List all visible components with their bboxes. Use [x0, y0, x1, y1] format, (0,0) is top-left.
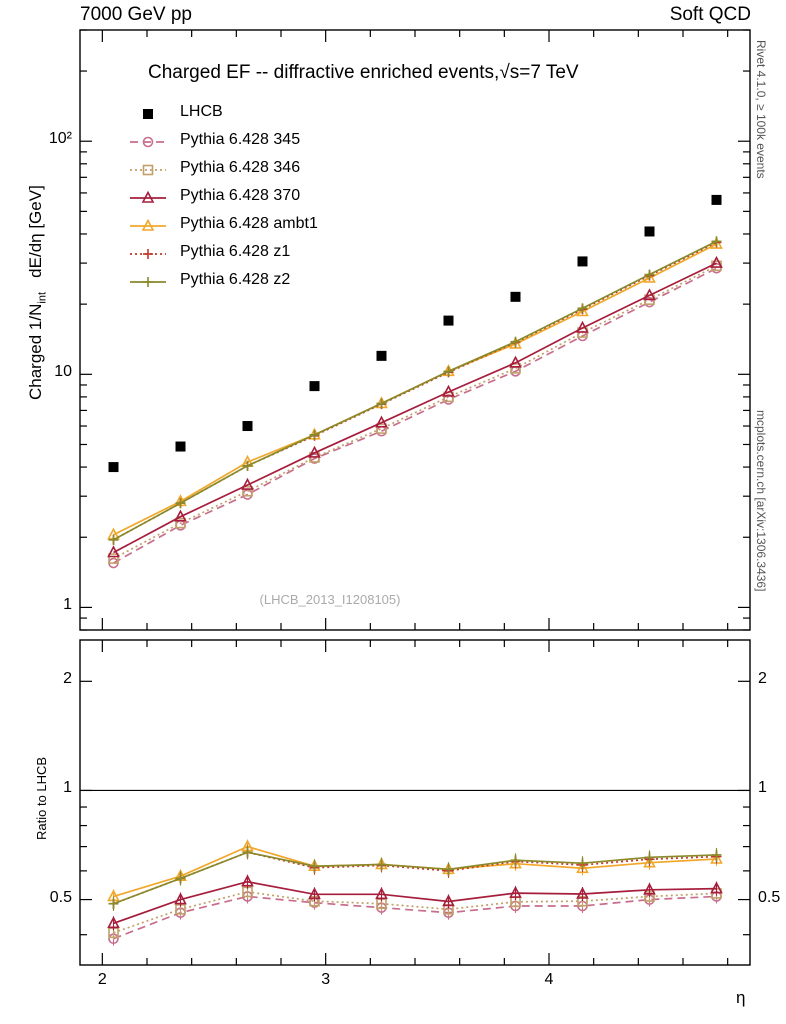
- watermark-label: (LHCB_2013_I1208105): [259, 592, 401, 607]
- ratio-ytick-right-2: 2: [758, 670, 767, 688]
- legend-label-1: Pythia 6.428 345: [180, 131, 301, 148]
- legend-label-4: Pythia 6.428 ambt1: [180, 215, 318, 232]
- legend-label-0: LHCB: [180, 103, 223, 120]
- legend-item-5[interactable]: [130, 249, 166, 259]
- legend-label-6: Pythia 6.428 z2: [180, 271, 291, 288]
- main-ylabel-part2: dE/dη [GeV]: [26, 185, 45, 278]
- side-label-mcplots: mcplots.cern.ch [arXiv:1306.3436]: [754, 410, 768, 592]
- series-pythia-6-428-346: [109, 261, 721, 563]
- legend-label-5: Pythia 6.428 z1: [180, 243, 291, 260]
- ratio-series-pythia-6-428-370: [109, 875, 722, 931]
- legend-label-2: Pythia 6.428 346: [180, 159, 301, 176]
- ratio-ytick-right-0: 0.5: [758, 888, 781, 906]
- legend-item-0[interactable]: [143, 109, 153, 119]
- ratio-ytick-left-1: 1: [63, 779, 72, 797]
- legend: [130, 109, 166, 287]
- main-ylabel-sub: int: [36, 291, 49, 304]
- ratio-xtick-4: 4: [544, 971, 554, 988]
- series-lhcb: [109, 195, 722, 472]
- legend-item-4[interactable]: [130, 221, 166, 231]
- legend-label-3: Pythia 6.428 370: [180, 187, 301, 204]
- ratio-ylabel: Ratio to LHCB: [34, 756, 49, 840]
- main-ytick-100: 10²: [48, 130, 72, 148]
- header-left: 7000 GeV pp: [80, 4, 192, 25]
- chart-title-text: Charged EF -- diffractive enriched events,√s=7 TeV: [148, 62, 579, 83]
- main-ytick-1: 1: [63, 596, 72, 614]
- legend-item-2[interactable]: [130, 166, 166, 175]
- header-right: Soft QCD: [669, 4, 751, 25]
- ratio-series-pythia-6-428-346: [109, 885, 721, 940]
- legend-item-6[interactable]: [130, 277, 166, 287]
- ratio-series-group: [109, 840, 722, 946]
- ratio-xtick-3: 3: [321, 971, 331, 988]
- main-ytick-10: 10: [54, 363, 72, 381]
- ratio-ytick-left-0: 0.5: [49, 888, 72, 906]
- series-pythia-6-428-370: [109, 258, 722, 557]
- side-label-rivet: Rivet 4.1.0, ≥ 100k events: [754, 40, 768, 179]
- legend-item-3[interactable]: [130, 193, 166, 203]
- ratio-xtick-2: 2: [97, 971, 107, 988]
- main-ylabel-part1: Charged 1/N: [26, 303, 45, 400]
- x-axis-label: η: [736, 988, 746, 1007]
- legend-item-1[interactable]: [130, 138, 166, 147]
- series-pythia-6-428-345: [109, 264, 721, 568]
- ratio-ytick-right-1: 1: [758, 779, 767, 797]
- ratio-ytick-left-2: 2: [63, 670, 72, 688]
